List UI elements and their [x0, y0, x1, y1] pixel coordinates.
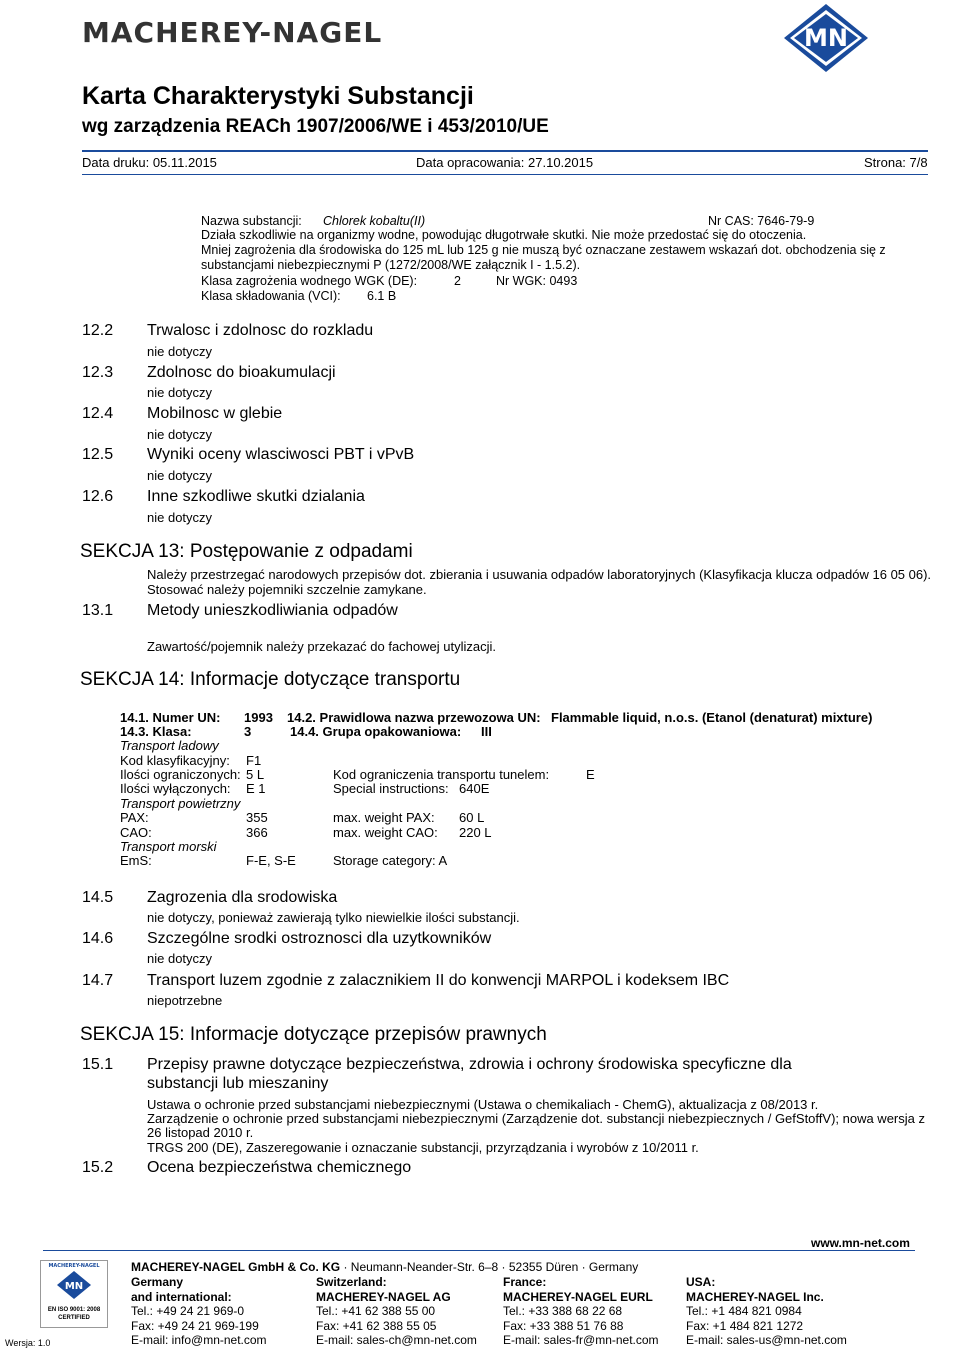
sea-transport-label: Transport morski [120, 839, 217, 854]
s15-2-title: Ocena bezpieczeństwa chemicznego [147, 1159, 412, 1176]
classification-code-label: Kod klasyfikacyjny: [120, 753, 230, 768]
s15-1-title-line-2: substancji lub mieszaniny [147, 1075, 329, 1092]
special-instructions-value: 640E [459, 781, 490, 796]
tunnel-code-label: Kod ograniczenia transportu tunelem: [333, 767, 550, 782]
s12-4-text: nie dotyczy [147, 427, 213, 442]
vci-value: 6.1 B [367, 289, 397, 303]
s12-5-num: 12.5 [82, 446, 114, 463]
logo-text: MN [804, 24, 848, 52]
wgk-number: Nr WGK: 0493 [496, 274, 578, 288]
section-14-heading: SEKCJA 14: Informacje dotyczące transportu [80, 669, 461, 690]
ems-value: F-E, S-E [246, 853, 296, 868]
s14-6-text: nie dotyczy [147, 951, 213, 966]
footer-col-france-h1: France: [503, 1275, 547, 1289]
footer-col-germany [131, 1275, 267, 1348]
footer-col-france-tel: Tel.: +33 388 68 22 68 [503, 1304, 623, 1318]
footer-address: · Neumann-Neander-Str. 6–8 · 52355 Düren · Germany [340, 1260, 639, 1274]
air-transport-label: Transport powietrzny [120, 796, 241, 811]
page-number: Strona: 7/8 [864, 155, 928, 170]
s12-6-text: nie dotyczy [147, 510, 213, 525]
footer-col-germany-email[interactable]: E-mail: info@mn-net.com [131, 1333, 267, 1347]
s14-6-title: Szczególne srodki ostroznosci dla uzytkowników [147, 930, 492, 947]
storage-category: Storage category: A [333, 853, 448, 868]
footer-col-usa-email[interactable]: E-mail: sales-us@mn-net.com [686, 1333, 847, 1347]
hazard-line-1: Działa szkodliwie na organizmy wodne, powodując długotrwałe skutki. Nie może przedostać się do otoczenia. [201, 228, 807, 242]
header-bar [0, 0, 960, 72]
footer-col-usa-tel: Tel.: +1 484 821 0984 [686, 1304, 802, 1318]
footer-divider [43, 1250, 915, 1251]
s14-5-title: Zagrozenia dla srodowiska [147, 889, 338, 906]
s14-6-num: 14.6 [82, 930, 114, 947]
footer-col-switzerland-fax: Fax: +41 62 388 55 05 [316, 1318, 437, 1333]
s12-2-num: 12.2 [82, 322, 114, 339]
limited-qty-value: 5 L [246, 767, 265, 782]
land-transport-label: Transport ladowy [120, 738, 219, 753]
iso-line-1: EN ISO 9001: 2008 [47, 1307, 101, 1313]
cao-value: 366 [246, 825, 268, 840]
cert-brand: MACHEREY-NAGEL [48, 1263, 100, 1269]
class-label: 14.3. Klasa: [120, 724, 192, 739]
footer-col-switzerland [316, 1275, 477, 1348]
vci-label: Klasa składowania (VCI): [201, 289, 341, 303]
s15-1-title-line-1: Przepisy prawne dotyczące bezpieczeństwa, zdrowia i ochrony środowiska specyficzne dla [147, 1056, 792, 1073]
ems-label: EmS: [120, 853, 152, 868]
packing-group-label: 14.4. Grupa opakowaniowa: [290, 724, 462, 739]
footer-col-switzerland-tel: Tel.: +41 62 388 55 00 [316, 1304, 436, 1318]
classification-code-value: F1 [246, 753, 262, 768]
footer-col-germany-h1: Germany [131, 1275, 184, 1289]
svg-text:MN: MN [64, 1281, 84, 1292]
s15-1-text-3: 26 listopad 2010 r. [147, 1125, 254, 1140]
substance-label: Nazwa substancji: [201, 214, 302, 228]
footer-col-france [503, 1275, 659, 1348]
s14-5-text: nie dotyczy, ponieważ zawierają tylko niewielkie ilości substancji. [147, 910, 520, 925]
wgk-value: 2 [454, 274, 461, 288]
footer-col-france-h2: MACHEREY-NAGEL EURL [503, 1289, 653, 1304]
prep-date: Data opracowania: 27.10.2015 [416, 155, 594, 170]
footer-col-usa-h2: MACHEREY-NAGEL Inc. [686, 1289, 824, 1304]
cao-label: CAO: [120, 825, 152, 840]
s12-4-title: Mobilnosc w glebie [147, 405, 283, 422]
footer-col-usa-fax: Fax: +1 484 821 1272 [686, 1318, 804, 1333]
un-value: 1993 [244, 710, 273, 725]
header-divider-top [82, 150, 928, 152]
footer-col-switzerland-h2: MACHEREY-NAGEL AG [316, 1289, 451, 1304]
footer-col-germany-tel: Tel.: +49 24 21 969-0 [131, 1304, 245, 1318]
s12-2-title: Trwalosc i zdolnosc do rozkladu [147, 322, 374, 339]
footer-col-france-fax: Fax: +33 388 51 76 88 [503, 1318, 624, 1333]
limited-qty-label: Ilości ograniczonych: [120, 767, 241, 782]
s14-7-text: niepotrzebne [147, 993, 223, 1008]
max-cao-value: 220 L [459, 825, 492, 840]
document-title: Karta Charakterystyki Substancji [82, 82, 474, 110]
section-13-heading: SEKCJA 13: Postępowanie z odpadami [80, 541, 413, 562]
s13-paragraph-1: Należy przestrzegać narodowych przepisów dot. zbierania i usuwania odpadów laboratoryjnych (Klasyfikacja klucza odpadów 16 05 06). [147, 567, 932, 582]
pax-value: 355 [246, 810, 268, 825]
s12-3-text: nie dotyczy [147, 385, 213, 400]
s12-3-num: 12.3 [82, 364, 114, 381]
s14-5-num: 14.5 [82, 889, 114, 906]
footer-company-line [131, 1260, 638, 1274]
iso-certificate-badge [40, 1260, 108, 1328]
iso-line-2: CERTIFIED [58, 1315, 90, 1321]
s13-paragraph-2: Stosować należy pojemniki szczelnie zamykane. [147, 582, 427, 597]
print-date: Data druku: 05.11.2015 [82, 155, 217, 170]
hazard-line-3: substancjami niebezpiecznymi P (1272/2008/WE załącznik I - 1.5.2). [201, 258, 581, 272]
cert-mn-logo-icon [55, 1270, 93, 1300]
footer-col-switzerland-h1: Switzerland: [316, 1275, 387, 1289]
s12-2-text: nie dotyczy [147, 344, 213, 359]
mn-logo [774, 2, 878, 74]
shipping-name-value: Flammable liquid, n.o.s. (Etanol (denaturat) mixture) [551, 710, 873, 725]
max-pax-value: 60 L [459, 810, 485, 825]
footer-col-usa-h1: USA: [686, 1275, 716, 1289]
s13-1-text: Zawartość/pojemnik należy przekazać do fachowej utylizacji. [147, 639, 496, 654]
s15-2-num: 15.2 [82, 1159, 114, 1176]
footer-col-germany-h2: and international: [131, 1289, 232, 1304]
footer-website[interactable]: www.mn-net.com [811, 1236, 910, 1250]
tunnel-code-value: E [586, 767, 595, 782]
footer-company: MACHEREY-NAGEL GmbH & Co. KG [131, 1260, 341, 1274]
s13-1-title: Metody unieszkodliwiania odpadów [147, 602, 398, 619]
s12-5-text: nie dotyczy [147, 468, 213, 483]
footer-col-switzerland-email[interactable]: E-mail: sales-ch@mn-net.com [316, 1333, 477, 1347]
footer-col-germany-fax: Fax: +49 24 21 969-199 [131, 1318, 259, 1333]
pax-label: PAX: [120, 810, 149, 825]
s15-1-text-2: Zarządzenie o ochronie przed substancjami niebezpiecznymi (Zarządzenie dot. substancji niebezpiecznych / GefStoffV); nowa wersja z [147, 1111, 925, 1126]
wgk-label: Klasa zagrożenia wodnego WGK (DE): [201, 274, 418, 288]
brand-name: MACHEREY-NAGEL [82, 16, 383, 49]
version-label: Wersja: 1.0 [5, 1338, 51, 1348]
excepted-qty-value: E 1 [246, 781, 266, 796]
s13-1-num: 13.1 [82, 602, 114, 619]
document-subtitle: wg zarządzenia REACh 1907/2006/WE i 453/2010/UE [82, 116, 549, 137]
section-15-heading: SEKCJA 15: Informacje dotyczące przepisów prawnych [80, 1024, 547, 1045]
excepted-qty-label: Ilości wyłączonych: [120, 781, 231, 796]
max-cao-label: max. weight CAO: [333, 825, 438, 840]
un-label: 14.1. Numer UN: [120, 710, 221, 725]
s12-4-num: 12.4 [82, 405, 114, 422]
hazard-line-2: Mniej zagrożenia dla środowiska do 125 mL lub 125 g nie muszą być oznaczane zestawem wskazań dot. obchodzenia się z [201, 243, 886, 257]
special-instructions-label: Special instructions: [333, 781, 449, 796]
s15-1-num: 15.1 [82, 1056, 114, 1073]
cas-number: Nr CAS: 7646-79-9 [708, 214, 815, 228]
s14-7-title: Transport luzem zgodnie z zalacznikiem II do konwencji MARPOL i kodeksem IBC [147, 972, 730, 989]
s12-6-num: 12.6 [82, 488, 114, 505]
s15-1-text-4: TRGS 200 (DE), Zaszeregowanie i oznaczanie substancji, przyrządzania i wyrobów z 10/2011 r. [147, 1140, 699, 1155]
max-pax-label: max. weight PAX: [333, 810, 435, 825]
footer-col-france-email[interactable]: E-mail: sales-fr@mn-net.com [503, 1333, 659, 1347]
footer-col-usa [686, 1275, 847, 1348]
packing-group-value: III [481, 724, 492, 739]
s12-5-title: Wyniki oceny wlasciwosci PBT i vPvB [147, 446, 415, 463]
substance-name: Chlorek kobaltu(II) [323, 214, 426, 228]
s14-7-num: 14.7 [82, 972, 114, 989]
s15-1-text-1: Ustawa o ochronie przed substancjami niebezpiecznymi (Ustawa o chemikaliach - ChemG), aktualizacja z 08/2013 r. [147, 1097, 819, 1112]
header-divider-bottom [82, 174, 928, 175]
shipping-name-label: 14.2. Prawidlowa nazwa przewozowa UN: [287, 710, 541, 725]
s12-3-title: Zdolnosc do bioakumulacji [147, 364, 336, 381]
class-value: 3 [244, 724, 252, 739]
s12-6-title: Inne szkodliwe skutki dzialania [147, 488, 365, 505]
